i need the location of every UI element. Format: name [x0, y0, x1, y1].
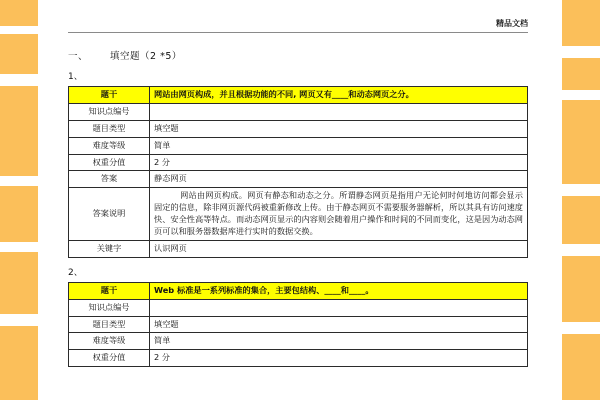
row-value	[150, 103, 528, 120]
row-value	[150, 188, 528, 241]
row-label: 答案说明	[69, 188, 150, 241]
row-value: Web 标准是一系列标准的集合，主要包结构、____和____。	[150, 282, 528, 299]
row-value: 填空题	[150, 316, 528, 333]
question-table-1	[68, 86, 528, 258]
decoration-block-right-1	[562, 0, 600, 46]
page-header	[68, 18, 528, 33]
table-row	[69, 154, 528, 171]
table-row	[69, 299, 528, 316]
row-value: 填空题	[150, 120, 528, 137]
decoration-block-left-5	[0, 252, 38, 314]
row-value: 2 分	[150, 154, 528, 171]
table-row	[69, 137, 528, 154]
answer-description-text: 网站由网页构成。网页有静态和动态之分。所谓静态网页是指用户无论何时何地访问都会显示固定的信息，除非网页源代码被重新修改上传。由于静态网页不需要服务器解析，所以其具有访问速度快、安全性高等特点。而动态网页显示的内容则会随着用户操作和时间的不同而变化，这是因为动态网页可以和服务器数据库进行实时的数据交换。	[154, 190, 523, 237]
row-value: 简单	[150, 137, 528, 154]
decoration-block-right-6	[562, 334, 600, 400]
row-value: 2 分	[150, 350, 528, 367]
row-value	[150, 299, 528, 316]
section-number: 一、	[68, 51, 89, 62]
header-title: 精品文档	[496, 19, 528, 28]
decoration-block-left-1	[0, 0, 38, 26]
row-label: 知识点编号	[69, 299, 150, 316]
row-label: 知识点编号	[69, 103, 150, 120]
table-row	[69, 316, 528, 333]
row-value: 简单	[150, 333, 528, 350]
row-label: 权重分值	[69, 154, 150, 171]
question-table-2	[68, 282, 528, 367]
row-label: 权重分值	[69, 350, 150, 367]
row-label: 关键字	[69, 240, 150, 257]
row-label: 题干	[69, 282, 150, 299]
decoration-block-right-2	[562, 58, 600, 90]
row-label: 难度等级	[69, 137, 150, 154]
table-row	[69, 120, 528, 137]
decoration-block-left-4	[0, 186, 38, 242]
table-row	[69, 87, 528, 104]
table-row	[69, 350, 528, 367]
table-row	[69, 188, 528, 241]
row-value: 网站由网页构成，并且根据功能的不同, 网页又有____和动态网页之分。	[150, 87, 528, 104]
decoration-block-right-5	[562, 256, 600, 322]
row-label: 答案	[69, 171, 150, 188]
decoration-block-left-3	[0, 86, 38, 176]
section-title	[68, 48, 528, 62]
row-label: 题干	[69, 87, 150, 104]
document-page	[38, 0, 562, 400]
decoration-block-left-2	[0, 34, 38, 74]
decoration-block-right-4	[562, 196, 600, 244]
row-label: 难度等级	[69, 333, 150, 350]
row-label: 题目类型	[69, 120, 150, 137]
question-index-2: 2、	[68, 267, 83, 278]
table-row	[69, 103, 528, 120]
decoration-block-right-3	[562, 100, 600, 184]
table-row	[69, 333, 528, 350]
section-label: 填空题（2 *5）	[110, 51, 182, 62]
row-value: 静态网页	[150, 171, 528, 188]
table-row	[69, 240, 528, 257]
table-row	[69, 282, 528, 299]
row-label: 题目类型	[69, 316, 150, 333]
table-row	[69, 171, 528, 188]
row-value: 认识网页	[150, 240, 528, 257]
decoration-block-left-6	[0, 326, 38, 400]
question-index-1: 1、	[68, 72, 83, 82]
page-content	[68, 18, 528, 367]
